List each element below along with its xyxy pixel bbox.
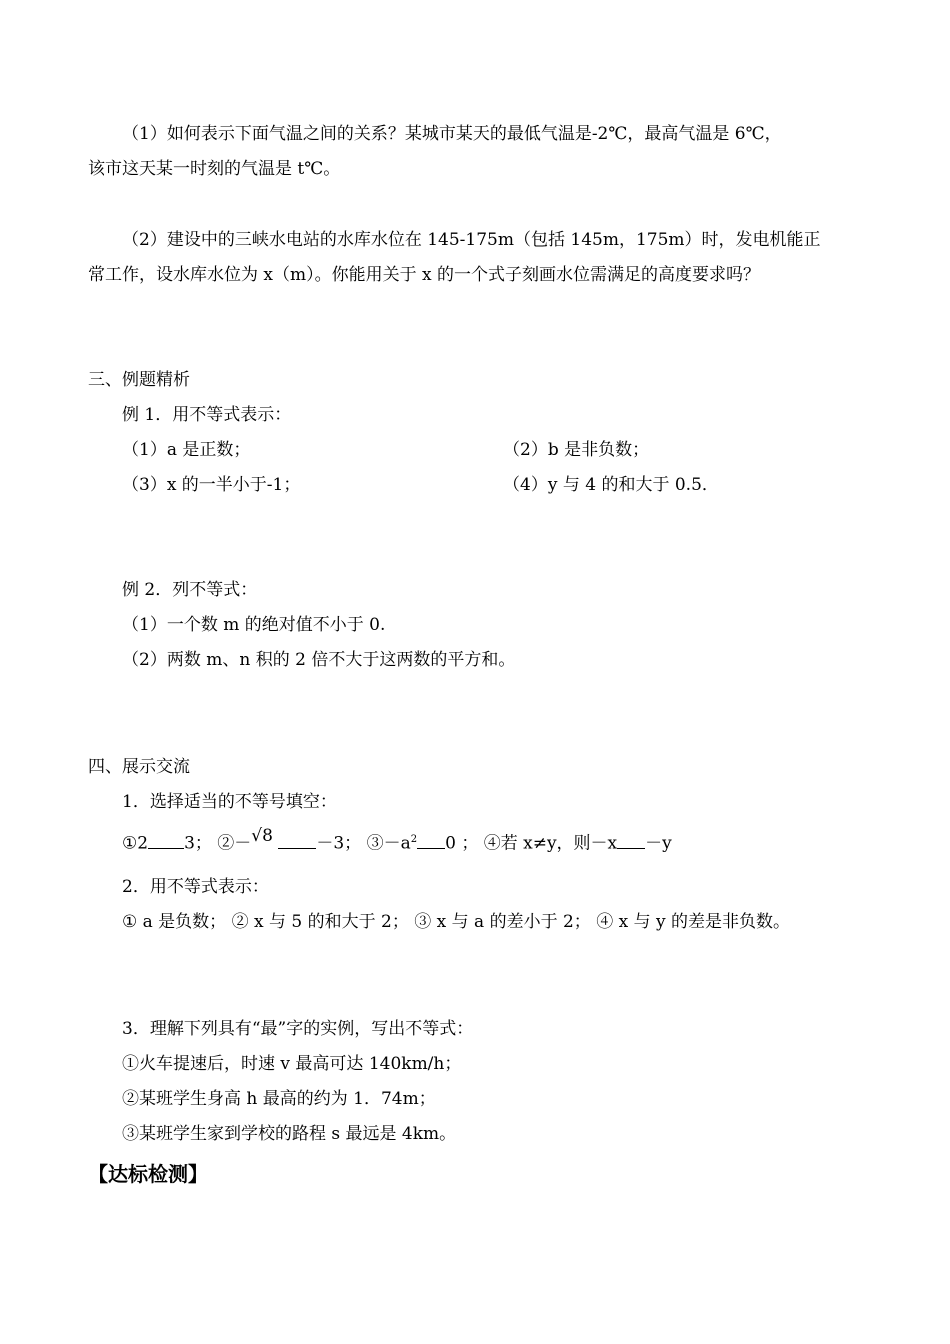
text: ①2 [122,833,149,854]
q2-line2: 常工作，设水库水位为 x（m）。你能用关于 x 的一个式子刻画水位需满足的高度要求吗？ [88,265,761,285]
section-3-title: 三、例题精析 [88,370,190,390]
example-1-item: （3）x 的一半小于-1； [122,475,301,495]
task-3-item: ①火车提速后，时速 v 最高可达 140km/h； [122,1054,462,1074]
blank-1[interactable] [148,834,184,849]
task-3-item: ②某班学生身高 h 最高的约为 1．74m； [122,1089,436,1109]
sqrt-8: √8 [251,825,273,846]
q2-line1: （2）建设中的三峡水电站的水库水位在 145-175m（包括 145m，175m）时，发电机能正 [122,230,821,250]
section-4-title: 四、展示交流 [88,757,190,777]
task-2-line: ① a 是负数； ② x 与 5 的和大于 2； ③ x 与 a 的差小于 2； ④ x 与 y 的差是非负数。 [122,912,790,932]
text: －3； ③－a [316,833,411,854]
text: 0 ； ④若 x≠y，则－x [445,833,618,854]
example-1-item: （4）y 与 4 的和大于 0.5． [503,475,719,495]
exponent: 2 [410,834,418,845]
example-1-item: （2）b 是非负数； [503,440,650,460]
q1-line1: （1）如何表示下面气温之间的关系？某城市某天的最低气温是-2℃，最高气温是 6℃， [122,124,782,144]
task-2: 2．用不等式表示： [122,877,269,897]
blank-4[interactable] [617,834,645,849]
text: －y [645,833,672,854]
example-1: 例 1．用不等式表示： [122,405,292,425]
example-2-item: （1）一个数 m 的绝对值不小于 0. [122,615,386,635]
text: 3； ②－ [184,833,252,854]
task-3: 3．理解下列具有“最”字的实例，写出不等式： [122,1019,474,1039]
example-2: 例 2．列不等式： [122,580,258,600]
task-3-item: ③某班学生家到学校的路程 s 最远是 4km。 [122,1124,457,1144]
blank-3[interactable] [417,834,445,849]
blank-2[interactable] [278,834,316,849]
section-heading: 【达标检测】 [88,1162,208,1186]
example-2-item: （2）两数 m、n 积的 2 倍不大于这两数的平方和。 [122,650,516,670]
task-1: 1．选择适当的不等号填空： [122,792,337,812]
task-1-line [122,825,672,854]
q1-line2: 该市这天某一时刻的气温是 t℃。 [88,159,341,179]
example-1-item: （1）a 是正数； [122,440,251,460]
